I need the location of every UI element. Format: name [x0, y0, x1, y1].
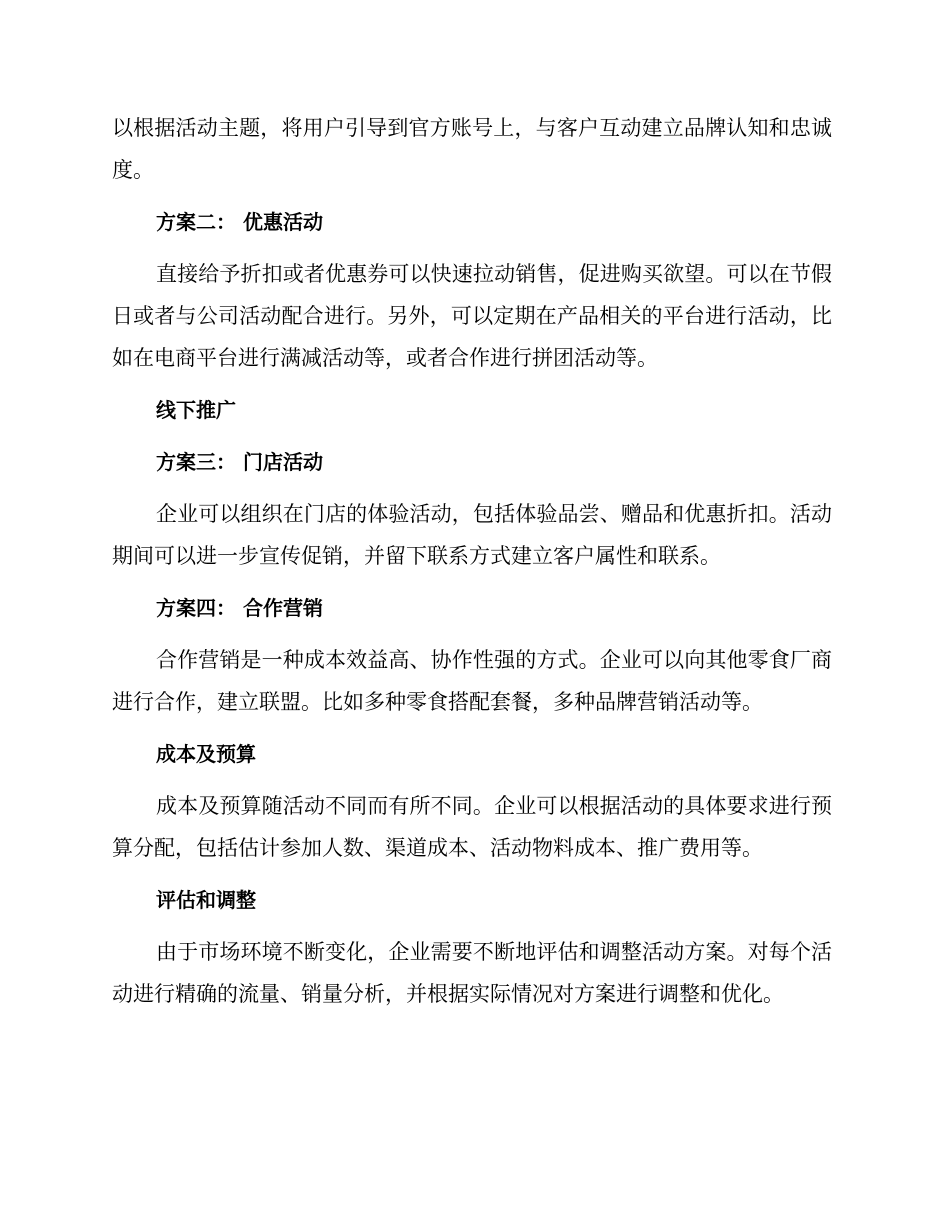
heading-plan-four-cooperation: 方案四： 合作营销 — [156, 596, 323, 620]
heading-evaluation-adjustment: 评估和调整 — [156, 888, 256, 912]
heading-offline-promotion: 线下推广 — [156, 398, 236, 422]
paragraph-cost-budget: 成本及预算随活动不同而有所不同。企业可以根据活动的具体要求进行预算分配，包括估计参加人数、渠道成本、活动物料成本、推广费用等。 — [112, 794, 832, 860]
heading-plan-two-discount: 方案二： 优惠活动 — [156, 210, 323, 234]
paragraph-store-activity: 企业可以组织在门店的体验活动，包括体验品尝、赠品和优惠折扣。活动期间可以进一步宣传促销，并留下联系方式建立客户属性和联系。 — [112, 502, 832, 568]
paragraph-cooperation: 合作营销是一种成本效益高、协作性强的方式。企业可以向其他零食厂商进行合作，建立联盟。比如多种零食搭配套餐，多种品牌营销活动等。 — [112, 648, 832, 714]
heading-plan-three-store: 方案三： 门店活动 — [156, 450, 323, 474]
document-page — [112, 107, 832, 1015]
paragraph-evaluation: 由于市场环境不断变化，企业需要不断地评估和调整活动方案。对每个活动进行精确的流量、销量分析，并根据实际情况对方案进行调整和优化。 — [112, 940, 832, 1006]
paragraph-discount: 直接给予折扣或者优惠券可以快速拉动销售，促进购买欲望。可以在节假日或者与公司活动配合进行。另外，可以定期在产品相关的平台进行活动，比如在电商平台进行满减活动等，或者合作进行拼团活动等。 — [112, 262, 832, 370]
paragraph-intro-continuation: 以根据活动主题，将用户引导到官方账号上，与客户互动建立品牌认知和忠诚度。 — [112, 116, 832, 182]
heading-cost-budget: 成本及预算 — [156, 742, 256, 766]
